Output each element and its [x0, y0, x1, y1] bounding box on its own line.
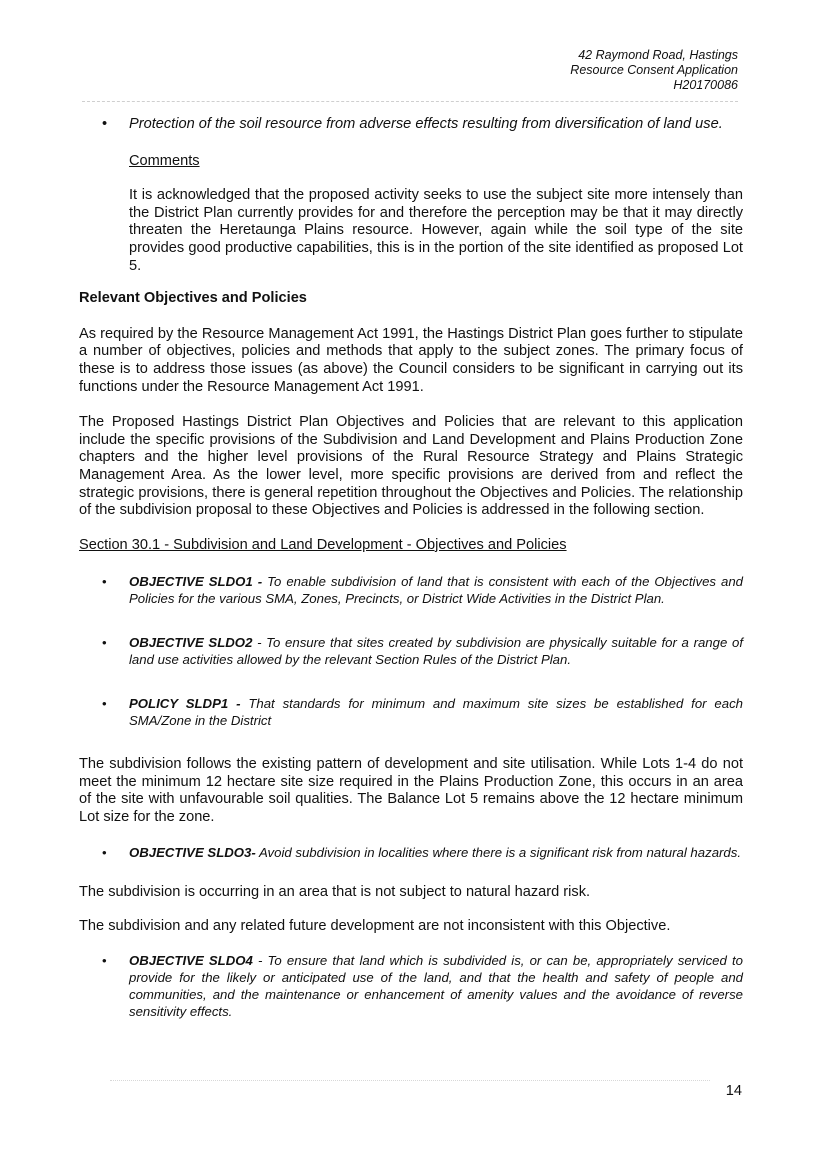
- comments-title: Comments: [129, 152, 200, 169]
- objective-label: OBJECTIVE SLDO4: [129, 952, 253, 968]
- objective-text: Avoid subdivision in localities where there is a significant risk from natural hazards.: [255, 844, 742, 860]
- bullet-marker: •: [102, 844, 107, 860]
- relevant-heading: Relevant Objectives and Policies: [79, 290, 307, 307]
- comments-paragraph: It is acknowledged that the proposed activity seeks to use the subject site more intensely than the District Plan currently provides for and therefore the perception may be that it may directly threaten the Heretaunga Plains resource. However, again while the soil type of the site provides good productive capabilities, this is in the portion of the site identified as proposed Lot 5.: [129, 187, 743, 274]
- site-utilisation-paragraph: The subdivision follows the existing pattern of development and site utilisation. While Lots 1-4 do not meet the minimum 12 hectare site size required in the Plains Production Zone, this occurs in an area of the site with unfavourable soil qualities. The Balance Lot 5 remains above the 12 hectare minimum Lot size for the zone.: [79, 756, 743, 826]
- bullet-marker: •: [102, 116, 108, 132]
- relevant-paragraph-1: As required by the Resource Management Act 1991, the Hastings District Plan goes further to stipulate a number of objectives, policies and methods that apply to the subject zones. The primary focus of these is to address those issues (as above) the Council considers to be significant in carrying out its functions under the Resource Management Act 1991.: [79, 325, 743, 395]
- objective-text: - To ensure that sites created by subdivision are physically suitable for a range of land use activities allowed by the relevant Section Rules of the District Plan.: [129, 635, 743, 668]
- intro-bullet: [79, 116, 743, 134]
- objective-text: - To ensure that land which is subdivided is, or can be, appropriately serviced to provide for the likely or anticipated use of the land, and that the health and safety of people and communities, and the maintenance or enhancement of amenity values and the avoidance of reverse sensitivity effects.: [129, 952, 743, 1019]
- document-header: [570, 48, 738, 93]
- objective-label: OBJECTIVE SLDO2: [129, 635, 253, 651]
- policy-text: That standards for minimum and maximum site sizes be established for each SMA/Zone in the District: [129, 696, 743, 729]
- bullet-marker: •: [102, 696, 107, 712]
- section-title: Section 30.1 - Subdivision and Land Development - Objectives and Policies: [79, 536, 567, 553]
- hazard-paragraph-1: The subdivision is occurring in an area that is not subject to natural hazard risk.: [79, 883, 591, 900]
- objective-label: OBJECTIVE SLDO3-: [129, 844, 256, 860]
- footer-divider: [110, 1080, 710, 1081]
- header-address: 42 Raymond Road, Hastings: [578, 48, 738, 62]
- policy-label: POLICY SLDP1 -: [129, 696, 241, 712]
- header-title: Resource Consent Application: [570, 63, 738, 77]
- policy-sldp1: [79, 695, 743, 729]
- page-number: 14: [725, 1083, 742, 1099]
- bullet-marker: •: [102, 635, 107, 651]
- bullet-marker: •: [102, 574, 107, 590]
- objective-sldo3: [79, 844, 743, 861]
- objective-sldo1: [79, 573, 743, 607]
- objective-sldo2: [79, 634, 743, 668]
- relevant-paragraph-2: The Proposed Hastings District Plan Objectives and Policies that are relevant to this application include the specific provisions of the Subdivision and Land Development and Plains Production Zone chapters and the higher level provisions of the Rural Resource Strategy and Plains Strategic Management Area. As the lower level, more specific provisions are derived from and reflect the strategic provisions, there is general repetition throughout the Objectives and Policies. The relationship of the subdivision proposal to these Objectives and Policies is addressed in the following section.: [79, 414, 743, 519]
- page-content: [79, 116, 743, 1020]
- hazard-paragraph-2: The subdivision and any related future development are not inconsistent with this Objective.: [79, 918, 671, 935]
- objective-text: To enable subdivision of land that is consistent with each of the Objectives and Policies for the various SMA, Zones, Precincts, or District Wide Activities in the District Plan.: [129, 574, 743, 607]
- objective-label: OBJECTIVE SLDO1 -: [129, 574, 263, 590]
- header-divider: [82, 101, 738, 102]
- header-reference: H20170086: [673, 78, 738, 92]
- bullet-marker: •: [102, 952, 107, 968]
- intro-bullet-text: Protection of the soil resource from adverse effects resulting from diversification of land use.: [129, 116, 723, 132]
- objective-sldo4: [79, 952, 743, 1020]
